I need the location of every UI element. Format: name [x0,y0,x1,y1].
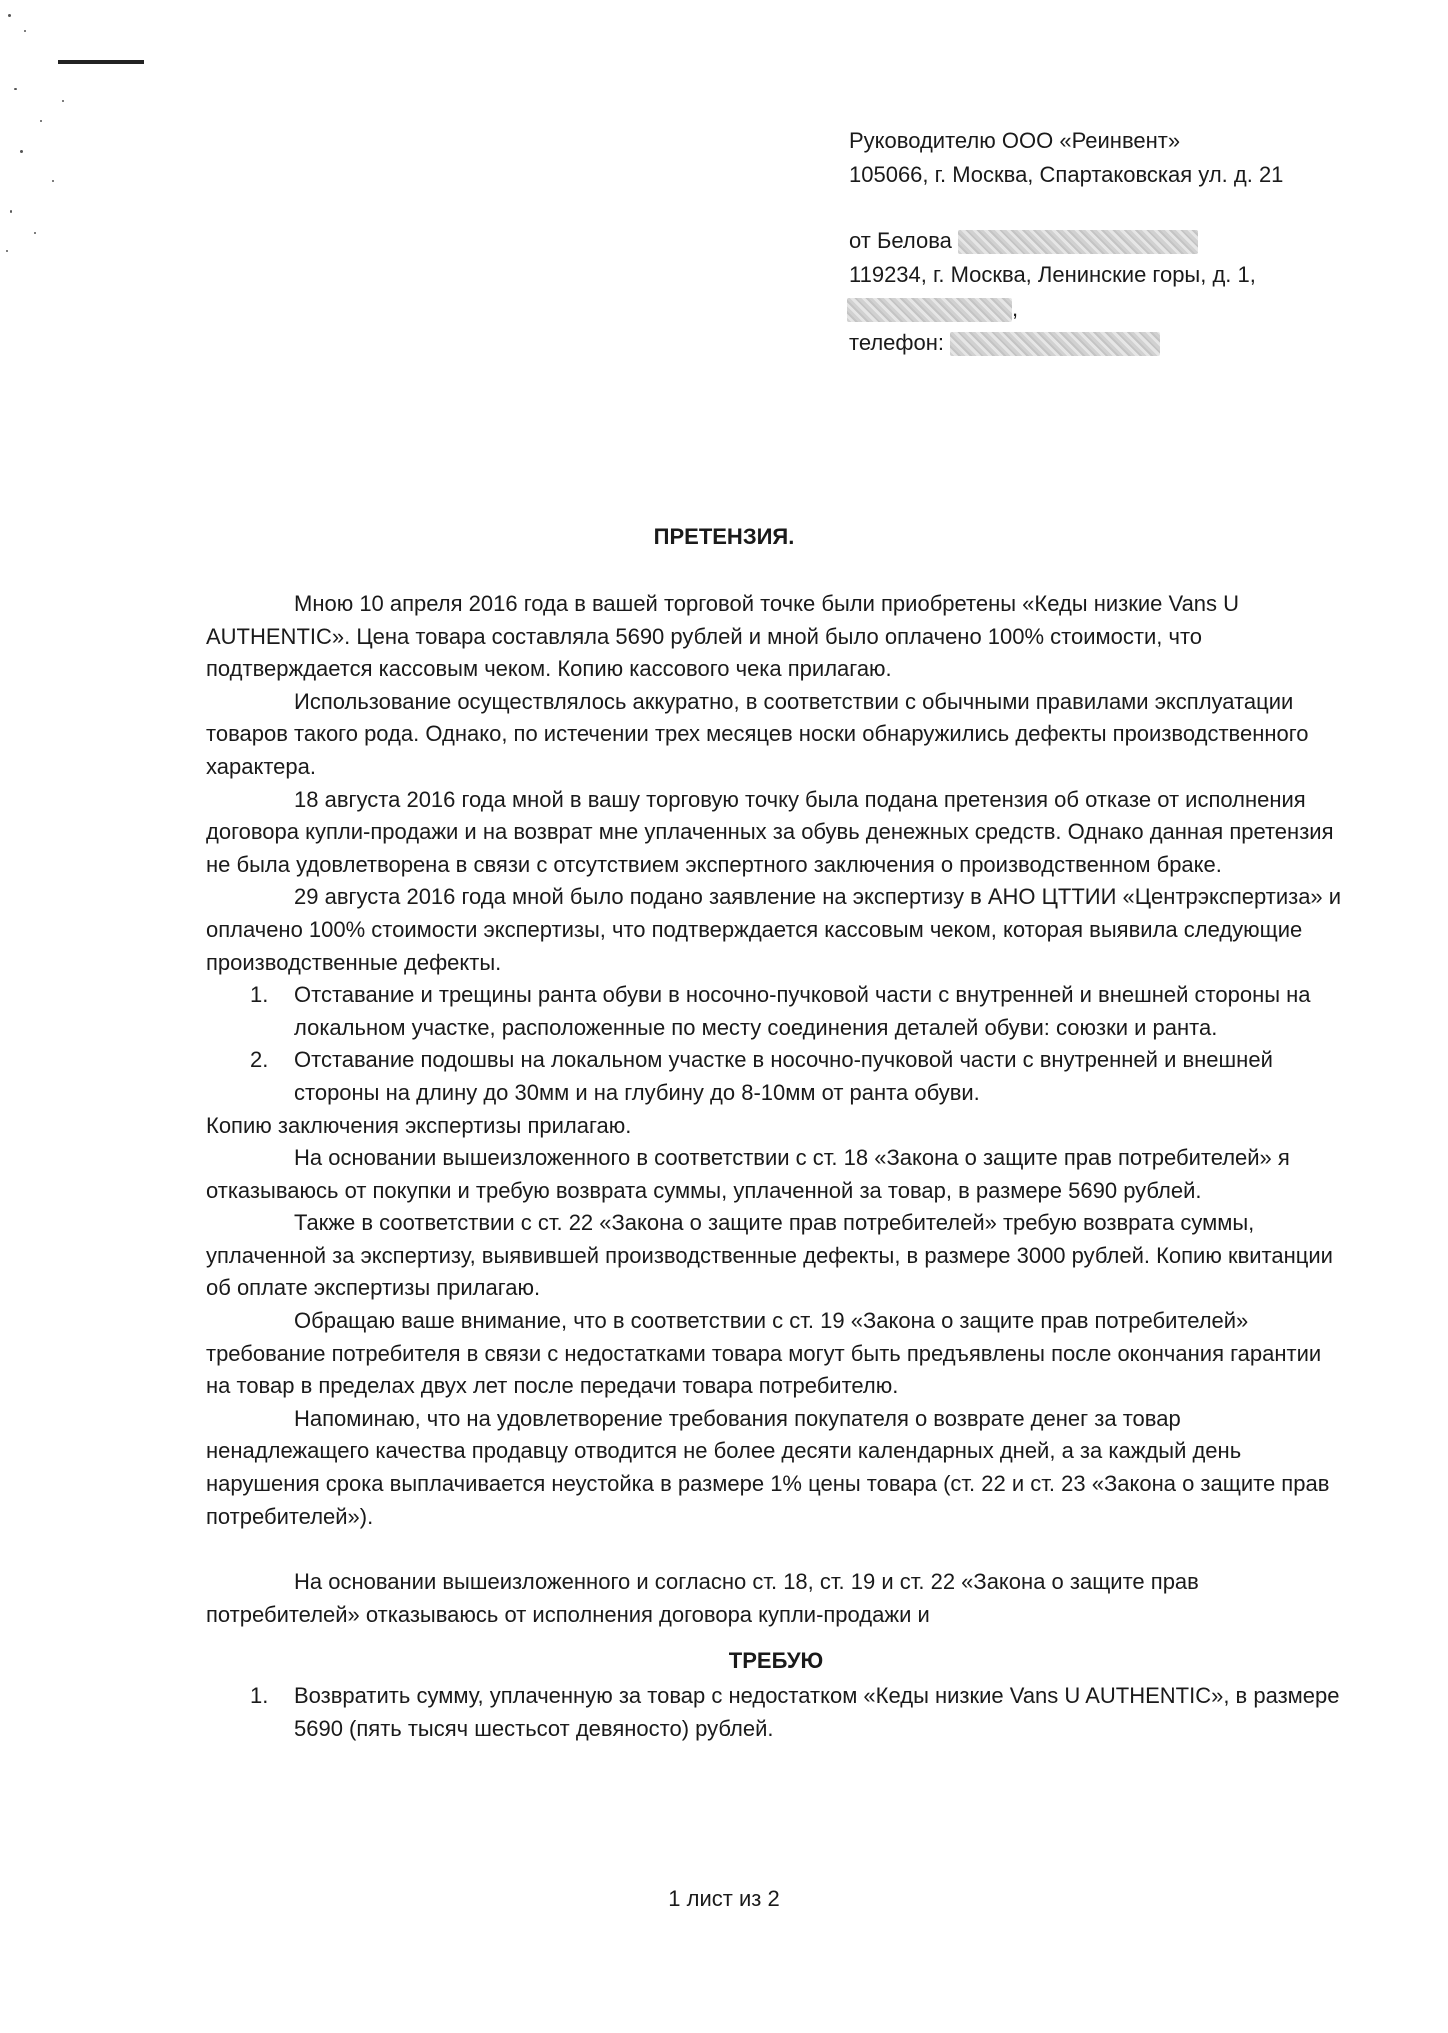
sender-line [849,224,1409,258]
scan-speck [6,250,8,252]
sender-prefix: от Белова [849,228,952,253]
addressee-block [849,124,1409,360]
scan-speck [10,210,12,213]
recipient-line: Руководителю ООО «Реинвент» [849,128,1181,153]
paragraph: Также в соответствии с ст. 22 «Закона о защите прав потребителей» требую возврата суммы, уплаченной за экспертизу, выявившей производственные дефекты, в размере 3000 рублей. Копию квитанции об оплате экспертизы прилагаю. [206,1210,1333,1301]
paragraph: Напоминаю, что на удовлетворение требования покупателя о возврате денег за товар ненадлежащего качества продавцу отводится не более десяти календарных дней, а за каждый день нарушения срока выплачивается неустойка в размере 1% цены товара (ст. 22 и ст. 23 «Закона о защите прав потребителей»). [206,1405,1330,1529]
recipient-address: 105066, г. Москва, Спартаковская ул. д. 21 [849,162,1284,187]
list-item [206,1680,1346,1745]
scan-speck [62,100,64,102]
paragraph: На основании вышеизложенного и согласно ст. 18, ст. 19 и ст. 22 «Закона о защите прав потребителей» отказываюсь от исполнения договора купли-продажи и [206,1569,1199,1627]
list-number: 1. [250,982,269,1008]
list-text: Отставание и трещины ранта обуви в носочно-пучковой части с внутренней и внешней стороны на локальном участке, расположенные по месту соединения деталей обуви: союзки и ранта. [294,982,1311,1040]
scan-speck [14,88,17,90]
redacted-phone [950,332,1160,356]
list-item [206,979,1346,1044]
scan-speck [8,14,11,17]
sender-address: 119234, г. Москва, Ленинские горы, д. 1, [849,262,1256,287]
redacted-address [847,298,1012,322]
defects-list [206,979,1346,1109]
paragraph: На основании вышеизложенного в соответствии с ст. 18 «Закона о защите прав потребителей» я отказываюсь от покупки и требую возврата суммы, уплаченной за товар, в размере 5690 рублей. [206,1145,1290,1203]
list-number: 2. [250,1047,269,1073]
page-number: 1 лист из 2 [668,1886,780,1911]
scan-speck [20,150,23,153]
demands-list [206,1680,1346,1745]
paragraph: Копию заключения экспертизы прилагаю. [206,1112,632,1138]
demand-heading: ТРЕБУЮ [728,1648,824,1674]
paragraph: Обращаю ваше внимание, что в соответствии с ст. 19 «Закона о защите прав потребителей» требование потребителя в связи с недостатками товара могут быть предъявлены после окончания гарантии на товар в пределах двух лет после передачи товара потребителю. [206,1308,1322,1399]
list-item [206,1044,1346,1109]
scan-speck [34,232,36,234]
list-number: 1. [250,1683,269,1708]
scan-artifact [58,60,144,64]
scan-speck [40,120,42,122]
phone-line [849,326,1409,360]
document-body [206,588,1346,1745]
paragraph: Использование осуществлялось аккуратно, в соответствии с обычными правилами эксплуатации товаров такого рода. Однако, по истечении трех месяцев носки обнаружились дефекты производственного характера. [206,688,1309,779]
sender-address-cont: , [849,292,1409,326]
paragraph: Мною 10 апреля 2016 года в вашей торговой точке были приобретены «Кеды низкие Vans U AUTHENTIC». Цена товара составляла 5690 рублей и мной было оплачено 100% стоимости, что подтверждается кассовым чеком. Копию кассового чека прилагаю. [206,591,1240,682]
paragraph: 29 августа 2016 года мной было подано заявление на экспертизу в АНО ЦТТИИ «Центрэкспертиза» и оплачено 100% стоимости экспертизы, что подтверждается кассовым чеком, которая выявила следующие производственные дефекты. [206,884,1342,975]
scan-speck [52,180,54,182]
scan-speck [24,30,26,32]
phone-label: телефон: [849,330,945,355]
redacted-name [958,230,1198,254]
paragraph: 18 августа 2016 года мной в вашу торговую точку была подана претензия об отказе от исполнения договора купли-продажи и на возврат мне уплаченных за обувь денежных средств. Однако данная претензия не была удовлетворена в связи с отсутствием экспертного заключения о производственном браке. [206,786,1334,877]
list-text: Возвратить сумму, уплаченную за товар с недостатком «Кеды низкие Vans U AUTHENTIC», в размере 5690 (пять тысяч шестьсот девяносто) рублей. [294,1683,1340,1741]
list-text: Отставание подошвы на локальном участке в носочно-пучковой части с внутренней и внешней стороны на длину до 30мм и на глубину до 8-10мм от ранта обуви. [294,1047,1273,1105]
document-title: ПРЕТЕНЗИЯ. [653,524,795,549]
